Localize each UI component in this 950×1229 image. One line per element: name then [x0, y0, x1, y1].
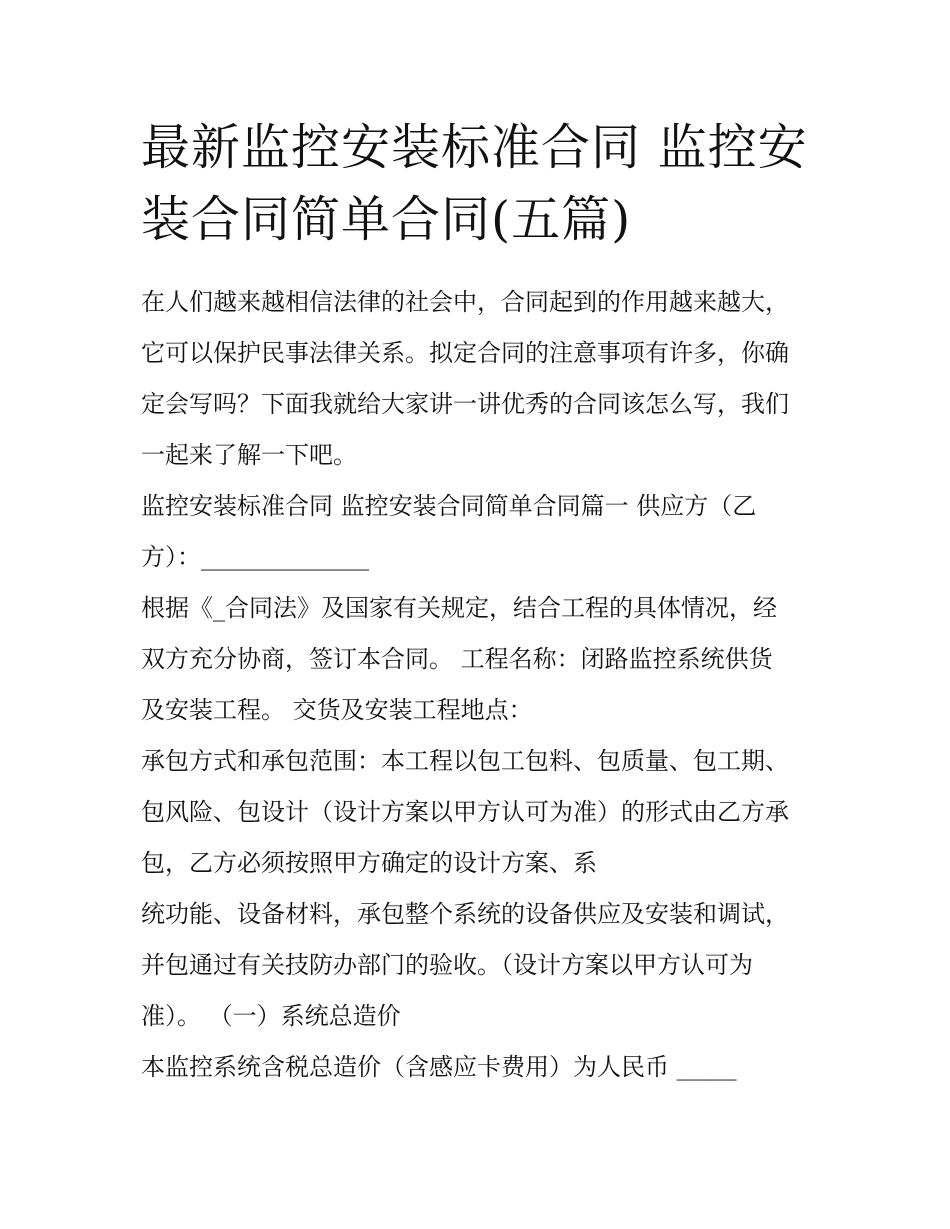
text-line: 承包方式和承包范围：本工程以包工包料、包质量、包工期、 [141, 747, 789, 775]
text-line: 包风险、包设计（设计方案以甲方认可为准）的形式由乙方承 [141, 798, 789, 826]
document-page [141, 112, 821, 1093]
scope-continued-paragraph [141, 889, 821, 1042]
title-line: 最新监控安装标准合同 监控安 [141, 119, 808, 176]
price-paragraph [141, 1042, 821, 1093]
text-line: 监控安装标准合同 监控安装合同简单合同篇一 供应方（乙 [141, 492, 757, 520]
text-line: 准）。 （一）系统总造价 [141, 1002, 401, 1030]
supplier-blank-line: 方）：______________ [141, 543, 369, 571]
text-line: 它可以保护民事法律关系。拟定合同的注意事项有许多，你确 [141, 339, 789, 367]
text-line: 包，乙方必须按照甲方确定的设计方案、系 [141, 849, 597, 877]
contract-heading-paragraph [141, 481, 821, 583]
scope-paragraph [141, 736, 821, 889]
text-line: 并包通过有关技防办部门的验收。（设计方案以甲方认可为 [141, 951, 753, 979]
basis-paragraph [141, 583, 821, 736]
intro-paragraph [141, 277, 821, 481]
title-line: 装合同简单合同(五篇) [141, 191, 632, 248]
text-line: 及安装工程。 交货及安装工程地点： [141, 696, 533, 724]
text-line: 统功能、设备材料，承包整个系统的设备供应及安装和调试， [141, 900, 789, 928]
text-line: 根据《_合同法》及国家有关规定，结合工程的具体情况，经 [141, 594, 777, 622]
text-line: 双方充分协商，签订本合同。 工程名称：闭路监控系统供货 [141, 645, 773, 673]
document-title [141, 112, 821, 256]
text-line: 在人们越来越相信法律的社会中，合同起到的作用越来越大， [141, 288, 789, 316]
price-blank-line: 本监控系统含税总造价（含感应卡费用）为人民币 _____ [141, 1053, 737, 1081]
text-line: 一起来了解一下吧。 [141, 441, 357, 469]
text-line: 定会写吗？下面我就给大家讲一讲优秀的合同该怎么写，我们 [141, 390, 789, 418]
